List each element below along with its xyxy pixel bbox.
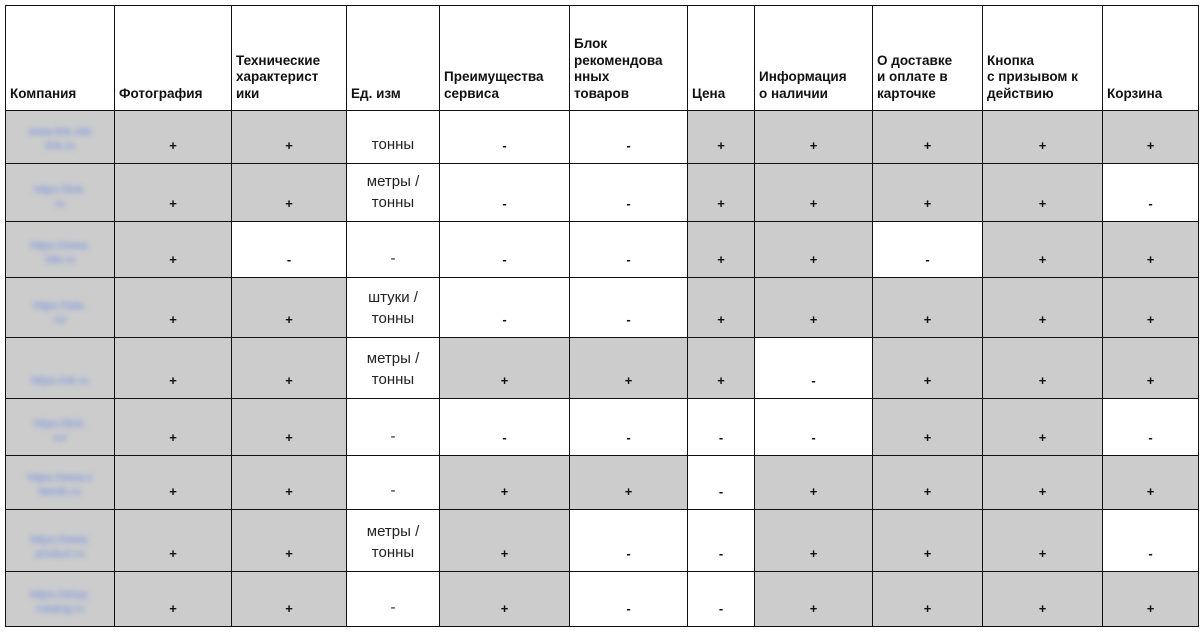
feature-cell	[755, 111, 873, 164]
feature-mark: +	[1038, 601, 1047, 616]
feature-mark: +	[169, 546, 177, 561]
feature-cell	[440, 456, 570, 510]
column-header	[1103, 6, 1199, 111]
feature-mark: +	[717, 138, 725, 153]
feature-cell	[570, 111, 688, 164]
feature-cell	[873, 111, 983, 164]
feature-mark: +	[285, 601, 293, 616]
column-header-text: Цена	[692, 85, 726, 101]
company-link[interactable]: ru/	[53, 432, 67, 444]
unit-cell	[347, 164, 440, 222]
column-header-text: нных	[574, 69, 610, 84]
company-cell	[6, 164, 115, 222]
feature-mark: +	[285, 430, 293, 445]
column-header	[232, 6, 347, 111]
feature-cell	[232, 572, 347, 627]
feature-mark: +	[1038, 312, 1047, 327]
column-header	[115, 6, 232, 111]
feature-cell	[1103, 164, 1199, 222]
company-link[interactable]: https://link.	[33, 184, 87, 196]
feature-mark: +	[500, 546, 509, 561]
column-header-text: о наличии	[759, 85, 828, 101]
feature-cell	[570, 456, 688, 510]
feature-cell	[440, 338, 570, 399]
feature-mark: +	[1146, 601, 1155, 616]
feature-cell	[232, 278, 347, 338]
company-link[interactable]: https://www.s	[27, 472, 93, 484]
feature-mark: +	[923, 312, 932, 327]
company-link[interactable]: https://site.	[33, 300, 87, 312]
company-cell	[6, 338, 115, 399]
column-header-text: рекомендова	[574, 52, 663, 68]
feature-mark: +	[169, 312, 177, 327]
feature-mark: +	[923, 601, 932, 616]
feature-cell	[440, 222, 570, 278]
feature-cell	[440, 164, 570, 222]
feature-mark: +	[1146, 484, 1155, 499]
company-link[interactable]: site.ru	[45, 254, 75, 266]
feature-cell	[570, 510, 688, 572]
table-row	[6, 222, 1199, 278]
table-row	[6, 164, 1199, 222]
feature-mark: +	[624, 373, 633, 388]
feature-mark: -	[502, 196, 507, 211]
feature-cell	[983, 510, 1103, 572]
feature-mark: +	[1038, 138, 1047, 153]
feature-cell	[983, 164, 1103, 222]
feature-mark: +	[717, 312, 725, 327]
table-row	[6, 510, 1199, 572]
feature-mark: -	[502, 430, 507, 445]
column-header	[983, 6, 1103, 111]
unit-text: метры / тонны	[366, 523, 420, 561]
feature-cell	[570, 164, 688, 222]
unit-text: тонны	[371, 136, 415, 153]
feature-cell	[873, 338, 983, 399]
unit-cell	[347, 338, 440, 399]
feature-mark: +	[809, 196, 818, 211]
feature-mark: +	[923, 138, 932, 153]
feature-cell	[688, 338, 755, 399]
feature-cell	[873, 278, 983, 338]
column-header	[570, 6, 688, 111]
feature-mark: -	[626, 601, 631, 616]
feature-cell	[232, 399, 347, 456]
feature-mark: +	[169, 430, 177, 445]
feature-mark: +	[285, 196, 293, 211]
column-header	[6, 6, 115, 111]
feature-cell	[755, 456, 873, 510]
feature-mark: +	[923, 484, 932, 499]
company-link[interactable]: product.ru	[35, 548, 85, 560]
feature-mark: +	[169, 252, 177, 267]
feature-mark: +	[1038, 252, 1047, 267]
feature-mark: -	[811, 373, 816, 388]
feature-mark: +	[169, 196, 177, 211]
feature-mark: +	[1038, 373, 1047, 388]
feature-cell	[983, 399, 1103, 456]
table-row	[6, 572, 1199, 627]
company-link[interactable]: ru/	[53, 314, 67, 326]
unit-text: штуки / тонны	[368, 289, 418, 327]
feature-cell	[755, 510, 873, 572]
feature-cell	[115, 399, 232, 456]
company-cell	[6, 111, 115, 164]
feature-mark: +	[809, 138, 818, 153]
feature-mark: -	[502, 252, 507, 267]
company-link[interactable]: catalog.ru	[35, 603, 85, 615]
feature-mark: +	[500, 484, 509, 499]
feature-cell	[440, 572, 570, 627]
feature-cell	[115, 278, 232, 338]
company-link[interactable]: www.link.site	[28, 126, 92, 138]
column-header-text: действию	[987, 85, 1054, 101]
unit-cell	[347, 399, 440, 456]
feature-mark: +	[169, 373, 177, 388]
feature-mark: +	[169, 484, 177, 499]
company-link[interactable]: https://shop.	[30, 589, 90, 601]
feature-mark: -	[718, 430, 724, 445]
feature-cell	[570, 572, 688, 627]
company-cell	[6, 399, 115, 456]
header-row	[6, 6, 1199, 111]
feature-cell	[440, 510, 570, 572]
feature-mark: +	[923, 373, 932, 388]
feature-cell	[570, 278, 688, 338]
feature-mark: +	[1146, 252, 1155, 267]
feature-mark: -	[626, 312, 631, 327]
feature-cell	[983, 278, 1103, 338]
company-link[interactable]: https://ok.ru	[31, 375, 89, 387]
unit-cell	[347, 456, 440, 510]
company-cell	[6, 572, 115, 627]
column-header-text: Компания	[10, 85, 77, 101]
feature-mark: +	[169, 138, 177, 153]
feature-cell	[755, 164, 873, 222]
feature-cell	[688, 164, 755, 222]
column-header	[440, 6, 570, 111]
column-header-text: ики	[236, 85, 260, 101]
feature-mark: +	[1038, 430, 1047, 445]
unit-text: -	[390, 482, 396, 499]
comparison-table	[5, 5, 1199, 627]
company-link[interactable]: https://www.	[30, 240, 90, 252]
feature-mark: +	[717, 196, 725, 211]
feature-mark: -	[718, 484, 724, 499]
feature-cell	[873, 399, 983, 456]
feature-mark: +	[923, 196, 932, 211]
feature-mark: -	[502, 312, 507, 327]
table-body	[6, 111, 1199, 627]
feature-cell	[873, 222, 983, 278]
feature-mark: +	[1038, 484, 1047, 499]
feature-mark: +	[285, 484, 293, 499]
feature-mark: +	[500, 601, 509, 616]
feature-mark: -	[502, 138, 507, 153]
feature-mark: -	[718, 601, 724, 616]
feature-cell	[570, 399, 688, 456]
table-row	[6, 399, 1199, 456]
feature-cell	[115, 111, 232, 164]
column-header-text: Преимущества	[444, 69, 544, 84]
feature-mark: -	[718, 546, 724, 561]
company-link[interactable]	[10, 360, 110, 374]
table-row	[6, 278, 1199, 338]
feature-cell	[232, 456, 347, 510]
feature-mark: +	[809, 601, 818, 616]
feature-mark: +	[624, 484, 633, 499]
feature-cell	[1103, 338, 1199, 399]
feature-cell	[688, 278, 755, 338]
unit-cell	[347, 278, 440, 338]
feature-cell	[232, 338, 347, 399]
feature-cell	[755, 399, 873, 456]
feature-mark: +	[923, 546, 932, 561]
feature-mark: +	[169, 601, 177, 616]
feature-cell	[1103, 222, 1199, 278]
feature-cell	[570, 338, 688, 399]
column-header	[873, 6, 983, 111]
feature-cell	[1103, 399, 1199, 456]
feature-cell	[983, 111, 1103, 164]
feature-cell	[873, 572, 983, 627]
feature-cell	[1103, 278, 1199, 338]
unit-text: метры / тонны	[366, 350, 420, 388]
feature-cell	[983, 456, 1103, 510]
company-cell	[6, 456, 115, 510]
feature-mark: +	[809, 484, 818, 499]
feature-cell	[688, 399, 755, 456]
feature-cell	[755, 278, 873, 338]
feature-mark: +	[1146, 138, 1155, 153]
feature-cell	[688, 111, 755, 164]
unit-cell	[347, 111, 440, 164]
feature-cell	[440, 278, 570, 338]
unit-text: метры / тонны	[366, 173, 420, 211]
feature-mark: -	[626, 430, 631, 445]
feature-mark: +	[1146, 373, 1155, 388]
column-header	[347, 6, 440, 111]
company-cell	[6, 222, 115, 278]
column-header	[688, 6, 755, 111]
column-header-text: Кнопка	[987, 52, 1035, 68]
company-cell	[6, 510, 115, 572]
table-row	[6, 456, 1199, 510]
feature-mark: -	[286, 252, 292, 267]
unit-cell	[347, 572, 440, 627]
feature-mark: +	[285, 138, 293, 153]
feature-mark: +	[717, 373, 725, 388]
column-header-text: и оплате в	[877, 69, 948, 84]
column-header-text: характерист	[236, 69, 319, 84]
feature-cell	[115, 338, 232, 399]
feature-cell	[1103, 572, 1199, 627]
feature-cell	[440, 399, 570, 456]
feature-cell	[755, 572, 873, 627]
feature-mark: +	[285, 546, 293, 561]
feature-mark: +	[809, 312, 818, 327]
feature-cell	[1103, 456, 1199, 510]
column-header-text: Информация	[759, 69, 847, 84]
feature-cell	[983, 222, 1103, 278]
unit-text: -	[390, 250, 396, 267]
feature-cell	[570, 222, 688, 278]
column-header	[755, 6, 873, 111]
column-header-text: сервиса	[444, 85, 500, 101]
unit-cell	[347, 222, 440, 278]
feature-cell	[232, 111, 347, 164]
table-row	[6, 111, 1199, 164]
company-cell	[6, 278, 115, 338]
feature-mark: +	[1038, 196, 1047, 211]
company-link[interactable]: https://www.	[30, 534, 90, 546]
feature-mark: +	[809, 252, 818, 267]
feature-cell	[1103, 111, 1199, 164]
feature-mark: -	[626, 196, 631, 211]
feature-cell	[755, 338, 873, 399]
column-header-text: Технические	[236, 52, 321, 68]
column-header-text: с призывом к	[987, 69, 1078, 84]
feature-cell	[873, 456, 983, 510]
feature-cell	[232, 222, 347, 278]
column-header-text: Корзина	[1107, 85, 1163, 101]
column-header-text: карточке	[877, 85, 936, 101]
feature-cell	[688, 456, 755, 510]
column-header-text: Ед. изм	[351, 85, 401, 101]
feature-cell	[1103, 510, 1199, 572]
column-header-text: товаров	[574, 85, 630, 101]
unit-cell	[347, 510, 440, 572]
feature-cell	[688, 572, 755, 627]
feature-mark: +	[1038, 546, 1047, 561]
feature-mark: -	[626, 138, 631, 153]
unit-text: -	[390, 428, 396, 445]
feature-mark: +	[923, 430, 932, 445]
feature-mark: -	[1148, 196, 1153, 211]
column-header-text: О доставке	[877, 52, 953, 68]
feature-mark: +	[1146, 312, 1155, 327]
feature-cell	[873, 164, 983, 222]
feature-cell	[232, 510, 347, 572]
feature-mark: -	[811, 430, 816, 445]
company-link[interactable]: link.ru	[45, 140, 75, 152]
company-link[interactable]: https://link.	[33, 418, 87, 430]
feature-cell	[688, 222, 755, 278]
feature-mark: +	[500, 373, 509, 388]
feature-cell	[115, 572, 232, 627]
feature-cell	[115, 164, 232, 222]
table-row	[6, 338, 1199, 399]
table-header	[6, 6, 1199, 111]
feature-cell	[688, 510, 755, 572]
feature-cell	[232, 164, 347, 222]
feature-mark: -	[925, 252, 930, 267]
feature-cell	[983, 572, 1103, 627]
feature-mark: -	[626, 252, 631, 267]
column-header-text: Фотография	[119, 85, 203, 101]
feature-cell	[440, 111, 570, 164]
feature-mark: +	[717, 252, 725, 267]
feature-cell	[983, 338, 1103, 399]
feature-cell	[873, 510, 983, 572]
feature-cell	[115, 456, 232, 510]
company-link[interactable]: ru	[55, 198, 65, 210]
column-header-text: Блок	[574, 36, 608, 51]
company-link[interactable]: iteinfo.ru	[38, 486, 82, 498]
feature-mark: +	[809, 546, 818, 561]
feature-mark: +	[285, 312, 293, 327]
unit-text: -	[390, 599, 396, 616]
feature-cell	[755, 222, 873, 278]
feature-mark: +	[285, 373, 293, 388]
feature-cell	[115, 510, 232, 572]
feature-cell	[115, 222, 232, 278]
feature-mark: -	[1148, 546, 1153, 561]
feature-mark: -	[626, 546, 631, 561]
feature-mark: -	[1148, 430, 1153, 445]
